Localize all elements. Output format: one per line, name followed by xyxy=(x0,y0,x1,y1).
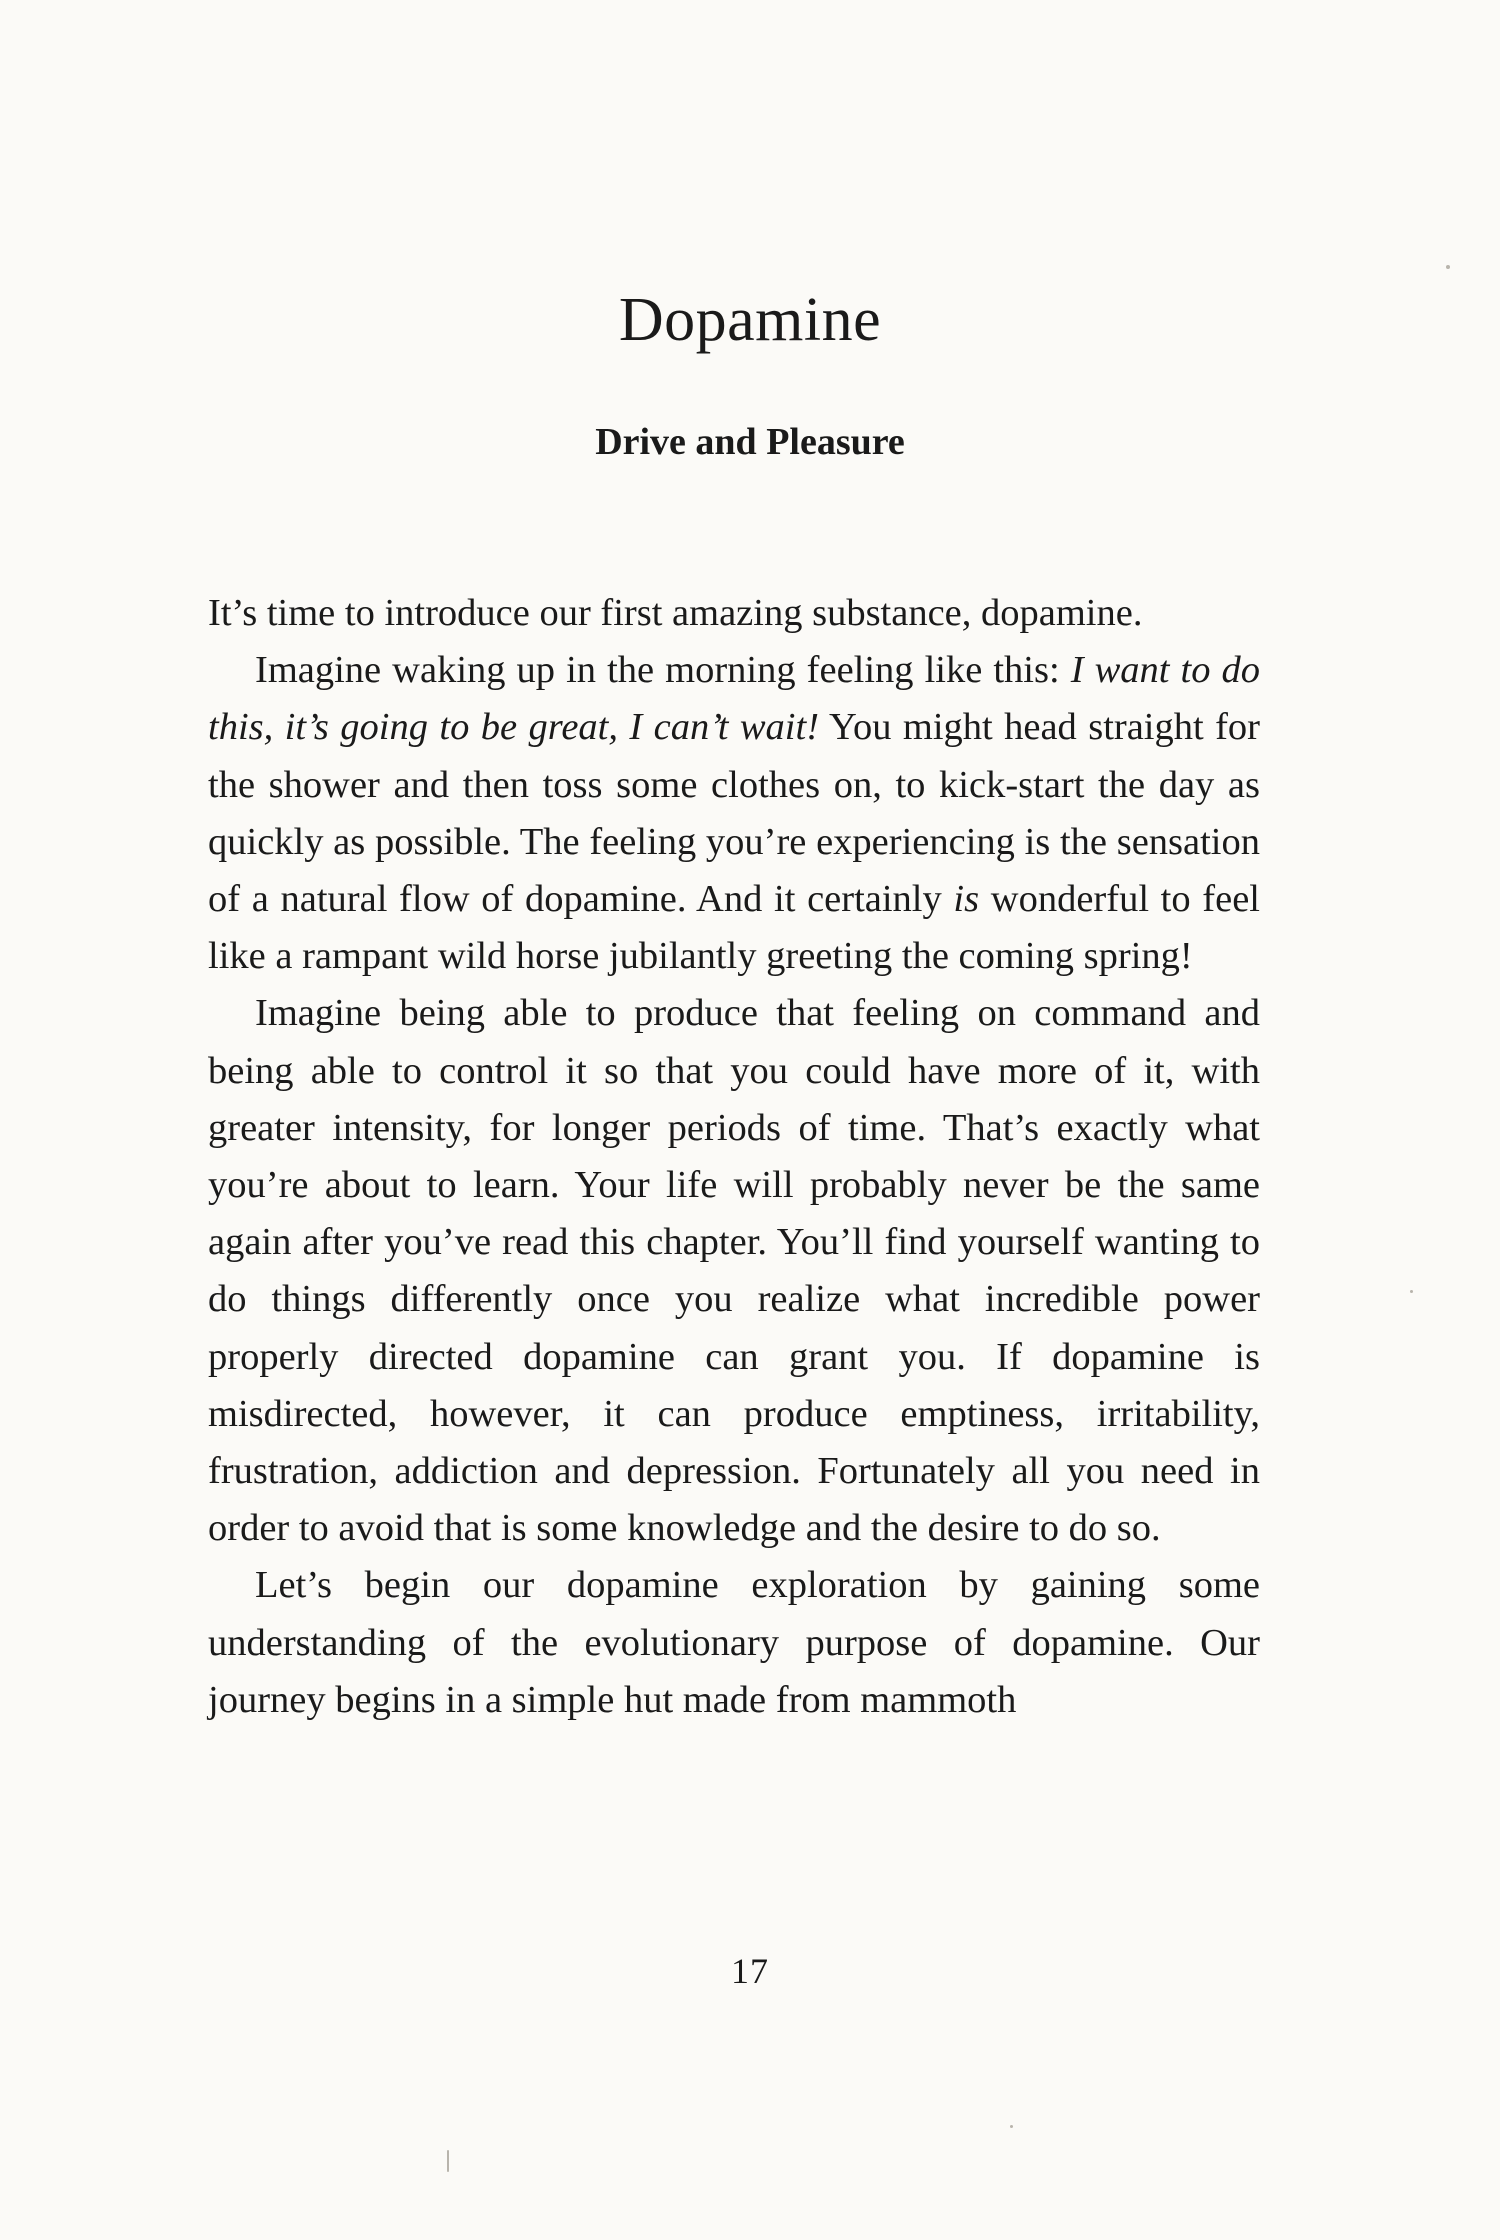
paper-speck xyxy=(1010,2125,1013,2128)
paragraph-3: Imagine being able to produce that feeling on command and being able to control it so that you could have more of it, with greater intensity, for longer periods of time. That’s exactly what you’re about to learn. Your life will probably never be the same again after you’ve read this chapter. You’ll find yourself wanting to do things differently once you realize what incredible power properly directed dopamine can grant you. If dopamine is misdirected, however, it can produce emptiness, irritability, frustration, addiction and depression. Fortunately all you need in order to avoid that is some knowledge and the desire to do so. xyxy=(208,992,1260,1550)
paragraph-2-end: wonderful to feel like a rampant wild horse jubilantly greeting the coming spring! xyxy=(208,878,1260,978)
paragraph-2 xyxy=(208,642,1260,985)
paper-speck xyxy=(1410,1290,1413,1293)
paragraph-2-italic-is: is xyxy=(953,878,980,921)
paper-speck xyxy=(1446,265,1450,269)
paragraph-2-italic-thought: I want to do this, it’s going to be great, I can’t wait! xyxy=(208,649,1260,749)
chapter-subtitle: Drive and Pleasure xyxy=(595,421,905,463)
paper-speck xyxy=(447,2150,449,2172)
paragraph-2-middle: You might head straight for the shower and then toss some clothes on, to kick-start the day as quickly as possible. The feeling you’re experiencing is the sensation of a natural flow of dopamine. And it certainly xyxy=(208,706,1260,921)
body-text xyxy=(208,585,1260,1729)
page-number: 17 xyxy=(731,1951,769,1991)
paragraph-4: Let’s begin our dopamine exploration by gaining some understanding of the evolutionary purpose of dopamine. Our journey begins in a simple hut made from mammoth xyxy=(208,1564,1260,1721)
paragraph-2-start: Imagine waking up in the morning feeling like this: xyxy=(255,649,1071,692)
chapter-title: Dopamine xyxy=(618,286,882,354)
paragraph-1: It’s time to introduce our first amazing substance, dopamine. xyxy=(208,592,1143,634)
